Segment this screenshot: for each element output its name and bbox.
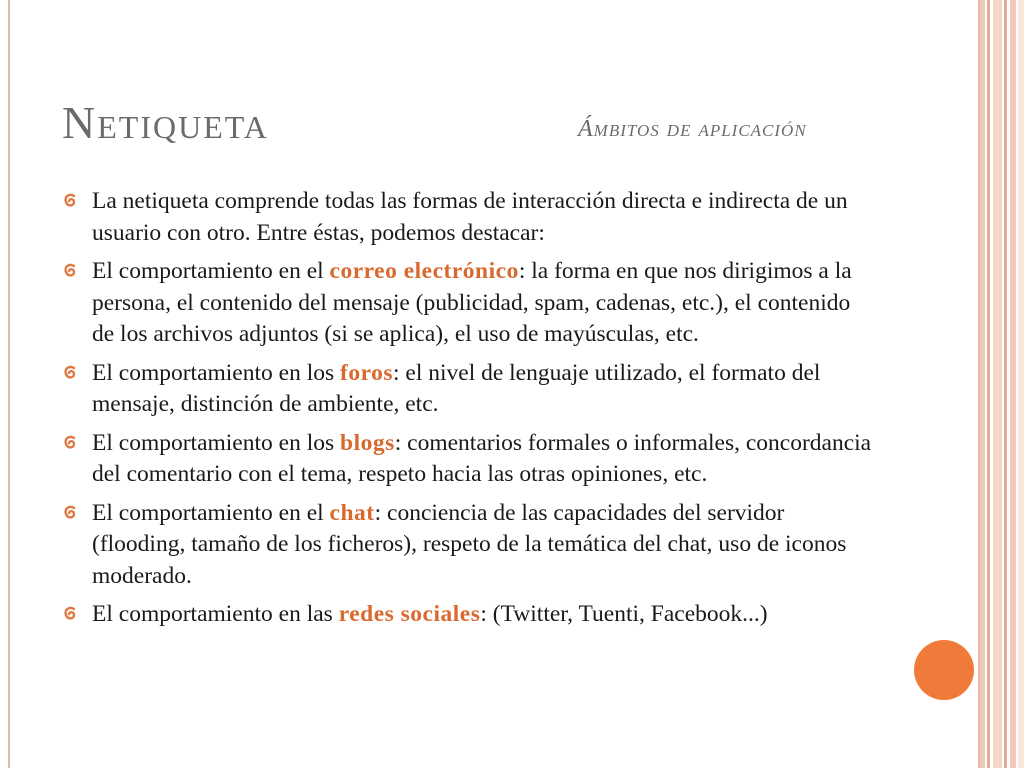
list-item <box>92 186 872 249</box>
list-item <box>92 599 872 631</box>
item-text: El comportamiento en el <box>92 258 330 284</box>
slide-title <box>62 96 922 156</box>
item-text: El comportamiento en los <box>92 429 341 456</box>
orange-swirl-bullet-icon <box>63 434 77 452</box>
item-text-rest: : la forma en que nos dirigimos a la persona, el contenido del mensaje (publicidad, spam, cadenas, etc.), el contenido de los archivos adjuntos (si se aplica), el uso de mayúsculas, etc. <box>92 258 852 347</box>
item-highlight: chat <box>329 499 375 526</box>
item-text: El comportamiento en el <box>92 499 330 526</box>
stripe <box>993 0 1002 768</box>
stripe <box>980 0 985 768</box>
item-text-rest: : conciencia de las capacidades del servidor (flooding, tamaño de los ficheros), respeto de la temática del chat, uso de iconos moderado. <box>92 499 847 589</box>
title-subtitle: Ámbitos de aplicación <box>578 116 807 142</box>
item-text-rest: : comentarios formales o informales, concordancia del comentario con el tema, respeto hacia las otras opiniones, etc. <box>92 429 872 487</box>
item-text: La netiqueta comprende todas las formas de interacción directa e indirecta de un usuario con otro. Entre éstas, podemos destacar: <box>92 188 848 246</box>
orange-swirl-bullet-icon <box>63 192 77 210</box>
orange-swirl-bullet-icon <box>63 364 77 382</box>
item-highlight: correo electrónico <box>329 258 519 284</box>
bullet-list <box>92 186 872 638</box>
decorative-orange-circle <box>914 640 974 700</box>
orange-swirl-bullet-icon <box>63 605 77 623</box>
stripe <box>1018 0 1024 768</box>
item-text: El comportamiento en las <box>92 601 339 627</box>
stripe <box>1010 0 1016 768</box>
item-text: El comportamiento en los <box>92 359 341 386</box>
item-text-rest: : (Twitter, Tuenti, Facebook...) <box>480 601 768 627</box>
stripe <box>987 0 990 768</box>
item-highlight: redes sociales <box>338 601 481 627</box>
orange-swirl-bullet-icon <box>63 504 77 522</box>
list-item <box>92 256 872 351</box>
list-item <box>92 358 872 421</box>
list-item <box>92 428 872 491</box>
item-highlight: foros <box>340 359 393 386</box>
list-item <box>92 498 872 593</box>
orange-swirl-bullet-icon <box>63 262 77 280</box>
decorative-stripes <box>980 0 1024 768</box>
item-highlight: blogs <box>340 429 395 456</box>
stripe <box>1004 0 1007 768</box>
title-main: Netiqueta <box>62 97 269 148</box>
item-text-rest: : el nivel de lenguaje utilizado, el formato del mensaje, distinción de ambiente, etc. <box>92 359 821 417</box>
